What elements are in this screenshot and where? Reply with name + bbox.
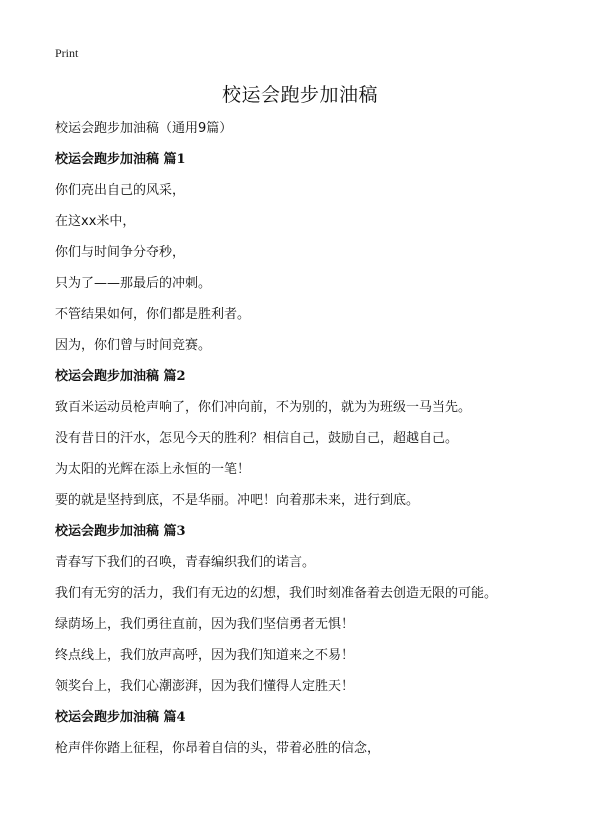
paragraph-line: 没有昔日的汗水，怎见今天的胜利？相信自己，鼓励自己，超越自己。 (55, 431, 459, 446)
paragraph-line: 为太阳的光辉在添上永恒的一笔！ (55, 462, 251, 477)
section-4 (55, 709, 575, 771)
section-heading: 校运会跑步加油稿 篇1 (55, 152, 186, 167)
paragraph-line: 枪声伴你踏上征程，你昂着自信的头，带着必胜的信念， (55, 741, 381, 756)
paragraph-line: 领奖台上，我们心潮澎湃，因为我们懂得人定胜天！ (55, 679, 355, 694)
paragraph-line: 因为，你们曾与时间竞赛。 (55, 338, 212, 353)
section-2 (55, 368, 575, 523)
paragraph-line: 我们有无穷的活力，我们有无边的幻想，我们时刻准备着去创造无限的可能。 (55, 586, 498, 601)
paragraph-line: 只为了——那最后的冲刺。 (55, 276, 212, 291)
paragraph-line: 你们亮出自己的风采， (55, 183, 186, 198)
paragraph-line: 在这xx米中， (55, 214, 136, 229)
paragraph-line: 青春写下我们的召唤，青春编织我们的诺言。 (55, 555, 316, 570)
section-1 (55, 151, 575, 368)
paragraph-line: 绿荫场上，我们勇往直前，因为我们坚信勇者无惧！ (55, 617, 355, 632)
paragraph-line: 致百米运动员枪声响了，你们冲向前，不为别的，就为为班级一马当先。 (55, 400, 472, 415)
document-title: 校运会跑步加油稿 (221, 84, 378, 106)
paragraph-line: 不管结果如何，你们都是胜利者。 (55, 307, 251, 322)
print-label: Print (55, 46, 79, 60)
section-heading: 校运会跑步加油稿 篇4 (55, 710, 186, 725)
paragraph-line: 你们与时间争分夺秒， (55, 245, 186, 260)
document-subtitle: 校运会跑步加油稿（通用9篇） (55, 121, 233, 136)
document-body (55, 120, 575, 771)
paragraph-line: 终点线上，我们放声高呼，因为我们知道来之不易！ (55, 648, 355, 663)
section-heading: 校运会跑步加油稿 篇3 (55, 524, 186, 539)
section-3 (55, 523, 575, 709)
paragraph-line: 要的就是坚持到底，不是华丽。冲吧！向着那未来，进行到底。 (55, 493, 420, 508)
section-heading: 校运会跑步加油稿 篇2 (55, 369, 186, 384)
